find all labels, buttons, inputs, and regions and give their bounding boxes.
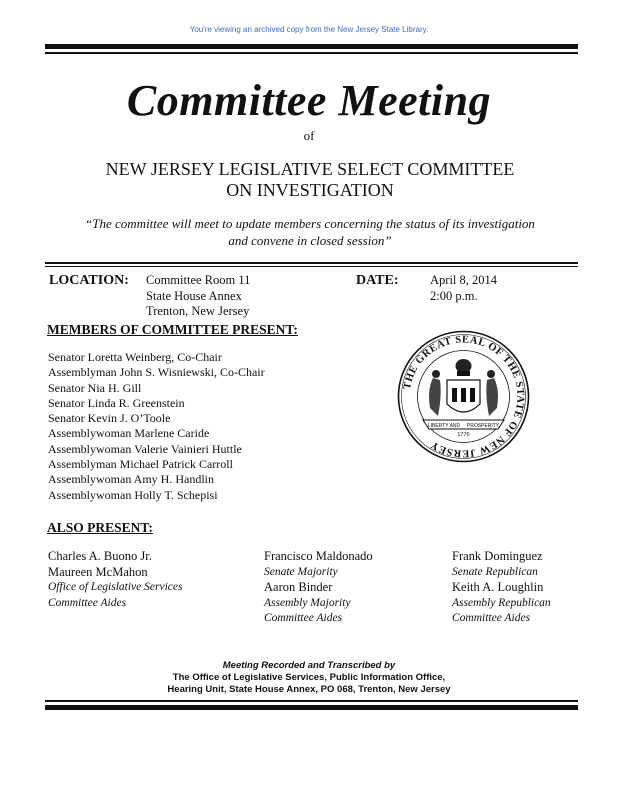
date-day: April 8, 2014 — [430, 273, 498, 287]
committee-name-line2: ON INVESTIGATION — [226, 180, 394, 200]
bottom-rule-thin — [45, 700, 578, 702]
aide-name: Maureen McMahon — [48, 564, 148, 579]
footer-line2: The Office of Legislative Services, Public Information Office, — [172, 672, 446, 683]
location-label: LOCATION: — [49, 273, 129, 288]
purpose-line2: and convene in closed session” — [228, 233, 392, 248]
seal-banner-right: PROSPERITY — [466, 423, 500, 429]
seal-ring-text: THE GREAT SEAL OF THE STATE OF NEW JERSEY — [401, 334, 526, 459]
transcription-credit — [0, 660, 618, 696]
aide-affiliation: Senate Republican — [452, 565, 538, 578]
of-text: of — [303, 128, 315, 143]
location-line2: State House Annex — [146, 288, 242, 303]
aide-name: Keith A. Loughlin — [452, 580, 544, 594]
aide-name: Francisco Maldonado — [264, 549, 373, 563]
bottom-rule-thick — [45, 705, 578, 710]
aides-column-majority — [264, 549, 373, 627]
state-seal — [397, 330, 530, 463]
list-item: Senator Kevin J. O’Toole — [48, 411, 171, 426]
aide-affiliation: Committee Aides — [452, 612, 531, 624]
list-item: Assemblywoman Holly T. Schepisi — [48, 487, 218, 502]
aides-column-republican — [452, 549, 551, 627]
list-item: Assemblyman John S. Wisniewski, Co-Chair — [48, 365, 265, 380]
location-line3: Trenton, New Jersey — [146, 304, 250, 318]
archive-banner: You're viewing an archived copy from the New Jersey State Library. — [189, 25, 429, 34]
purpose-line1: “The committee will meet to update members concerning the status of its investigation — [85, 216, 535, 231]
aide-name: Charles A. Buono Jr. — [48, 549, 152, 563]
also-present-heading: ALSO PRESENT: — [47, 520, 153, 535]
meeting-purpose — [55, 215, 565, 249]
aide-affiliation: Office of Legislative Services — [48, 581, 183, 593]
committee-name-line1: NEW JERSEY LEGISLATIVE SELECT COMMITTEE — [105, 159, 515, 179]
list-item: Senator Linda R. Greenstein — [48, 395, 185, 410]
list-item: Senator Nia H. Gill — [48, 380, 142, 395]
top-rule-thin — [45, 52, 578, 54]
location-line1: Committee Room 11 — [146, 273, 251, 287]
aides-column-ols — [48, 549, 182, 611]
date-value — [430, 273, 497, 304]
top-rule-thick — [45, 44, 578, 49]
list-item: Assemblywoman Valerie Vainieri Huttle — [48, 441, 242, 456]
footer-line1: Meeting Recorded and Transcribed by — [222, 660, 396, 671]
list-item: Assemblywoman Amy H. Handlin — [48, 472, 214, 487]
seal-banner-left: LIBERTY AND — [427, 423, 461, 429]
seal-year: 1776 — [457, 432, 470, 438]
page-title: Committee Meeting — [126, 76, 492, 125]
members-list — [48, 350, 265, 503]
list-item: Assemblywoman Marlene Caride — [48, 426, 210, 441]
list-item: Assemblyman Michael Patrick Carroll — [48, 457, 233, 472]
location-divider-thick — [45, 262, 578, 264]
location-divider-thin — [45, 266, 578, 267]
list-item: Senator Loretta Weinberg, Co-Chair — [48, 350, 222, 364]
location-value — [146, 273, 250, 320]
aide-affiliation: Assembly Majority — [264, 596, 351, 609]
aide-affiliation: Committee Aides — [48, 596, 127, 609]
footer-line3: Hearing Unit, State House Annex, PO 068, Trenton, New Jersey — [167, 684, 451, 695]
date-time: 2:00 p.m. — [430, 288, 478, 303]
committee-name — [60, 159, 560, 201]
aide-name: Frank Dominguez — [452, 549, 543, 563]
date-label: DATE: — [356, 273, 399, 288]
aide-affiliation: Committee Aides — [264, 612, 343, 624]
members-heading: MEMBERS OF COMMITTEE PRESENT: — [47, 322, 298, 337]
aide-name: Aaron Binder — [264, 580, 333, 594]
aide-affiliation: Senate Majority — [264, 565, 338, 578]
aide-affiliation: Assembly Republican — [452, 596, 551, 609]
